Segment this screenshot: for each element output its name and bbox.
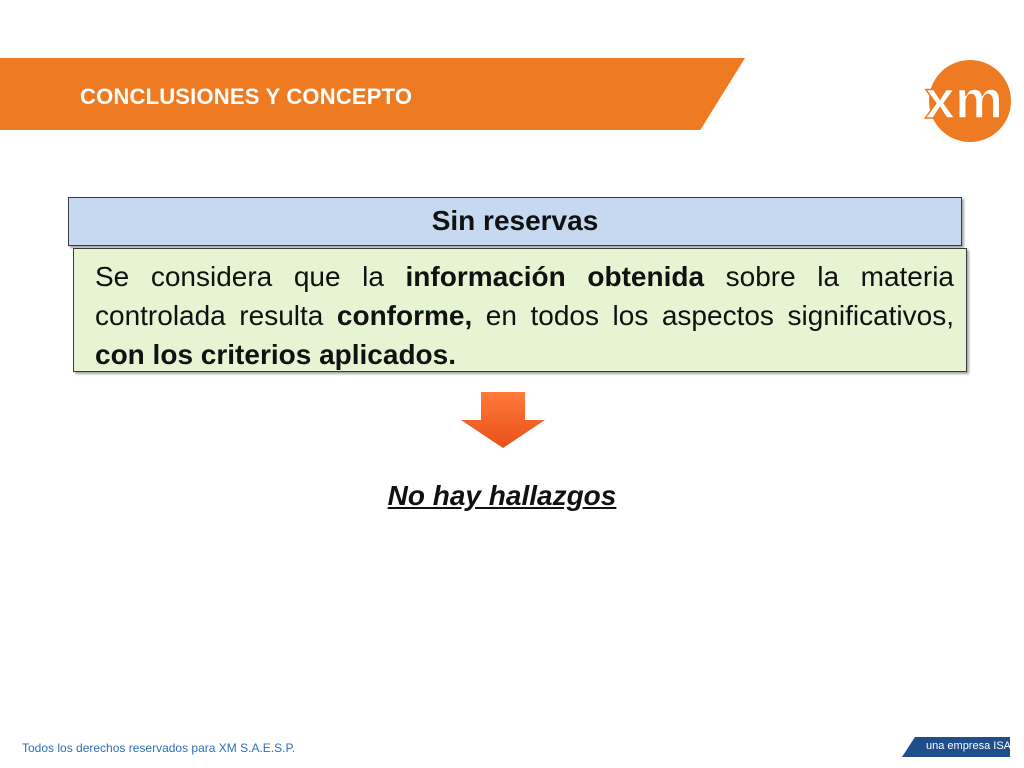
opinion-segment-bold: conforme, xyxy=(336,300,473,331)
opinion-segment-bold: información obtenida xyxy=(405,261,705,292)
opinion-body xyxy=(73,248,967,372)
section-title: CONCLUSIONES Y CONCEPTO xyxy=(80,84,413,109)
opinion-text xyxy=(95,257,954,374)
opinion-segment-bold: con los criterios aplicados. xyxy=(95,339,457,370)
down-arrow-icon xyxy=(459,392,547,450)
opinion-segment: sobre la materia controlada resulta xyxy=(95,261,954,331)
result-text: No hay hallazgos xyxy=(387,480,617,511)
opinion-segment: en todos los aspectos significativos, xyxy=(472,300,954,331)
isa-tagline: una empresa ISA xyxy=(926,740,1011,752)
copyright-footer: Todos los derechos reservados para XM S.A.E.S.P. xyxy=(22,741,296,755)
opinion-heading: Sin reservas xyxy=(68,197,962,246)
logo-text: xm xyxy=(924,70,1004,130)
xm-logo xyxy=(902,60,1012,144)
opinion-segment: Se considera que la xyxy=(95,261,406,292)
